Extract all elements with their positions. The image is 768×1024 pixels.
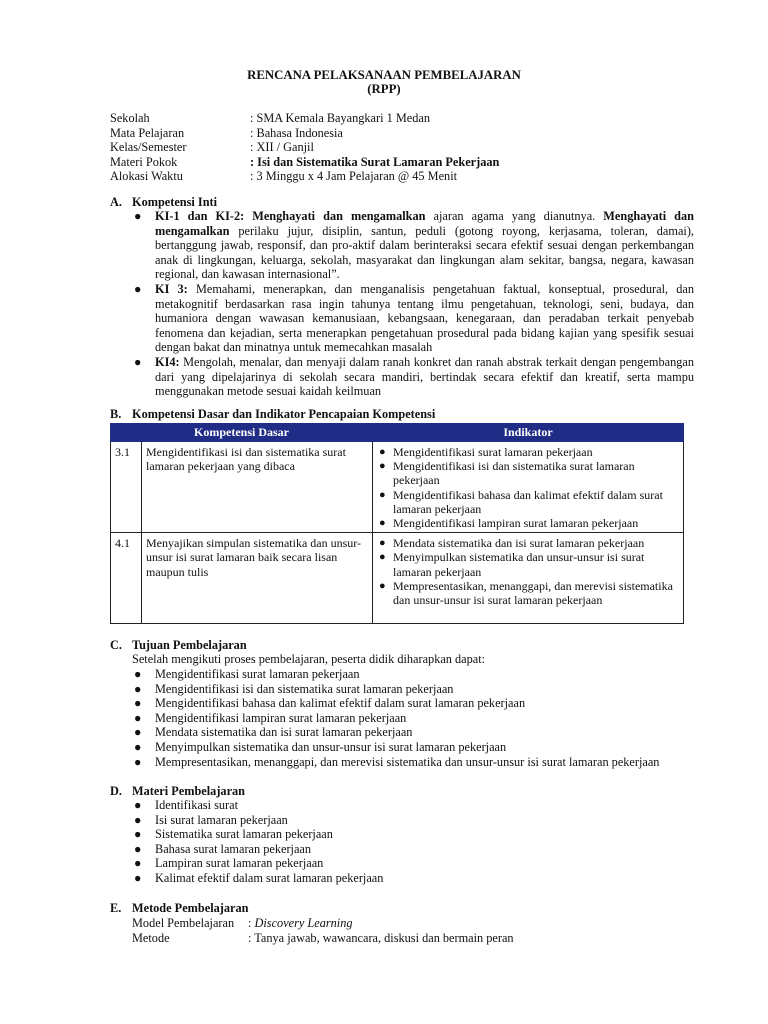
list-item-text: Mengidentifikasi bahasa dan kalimat efektif dalam surat lamaran pekerjaan	[155, 696, 526, 711]
list-item	[132, 682, 659, 697]
bullet-icon: ●	[134, 812, 142, 827]
bullet-icon: ●	[134, 281, 142, 296]
bullet-icon: ●	[134, 209, 142, 223]
list-item-text: Identifikasi surat	[155, 798, 238, 812]
list-item	[132, 740, 659, 755]
kd-number: 4.1	[111, 533, 142, 624]
section-c-heading	[110, 638, 247, 653]
ki-emphasis: Menghayati dan mengamalkan	[155, 209, 695, 238]
section-letter: A.	[110, 195, 122, 209]
bullet-icon: ●	[379, 517, 386, 530]
list-item	[132, 209, 694, 282]
list-item	[377, 550, 679, 578]
bullet-icon: ●	[379, 446, 386, 458]
bullet-icon: ●	[379, 488, 386, 501]
info-value: : SMA Kemala Bayangkari 1 Medan	[250, 111, 430, 125]
bullet-icon: ●	[379, 460, 386, 473]
metode-label: Metode	[132, 930, 170, 945]
info-label: Alokasi Waktu	[110, 169, 183, 184]
list-item	[377, 459, 679, 487]
materi-list	[132, 798, 383, 886]
section-title: Kompetensi Dasar dan Indikator Pencapaian Kompetensi	[132, 407, 436, 421]
info-row-kelas-semester	[110, 140, 499, 155]
ki-text: Memahami, menerapkan, dan menganalisis pengetahuan faktual, konseptual, prosedural, dan metakognitif berdasarkan rasa ingin tahunya tentang ilmu pengetahuan, teknologi, seni, budaya, dan humaniora dengan wawasan kemanusiaan, kebangsaan, kenegaraan, dan peradaban terkait penyebab fenomena dan kejadian, serta menerapkan pengetahuan prosedural pada bidang kajian yang spesifik sesuai dengan bakat dan minatnya untuk memecahkan masalah	[155, 281, 694, 355]
bullet-icon: ●	[134, 354, 142, 369]
bullet-icon: ●	[134, 856, 142, 871]
table-row	[111, 442, 684, 533]
list-item-text: Sistematika surat lamaran pekerjaan	[155, 827, 333, 842]
section-letter: B.	[110, 407, 122, 421]
ki-head: KI 3:	[155, 281, 188, 296]
list-item	[132, 755, 659, 770]
list-item	[132, 711, 659, 726]
indicator-text: Menyimpulkan sistematika dan unsur-unsur isi surat lamaran pekerjaan	[393, 550, 645, 579]
list-item	[377, 516, 679, 530]
ki-text: Mengolah, menalar, dan menyaji dalam ranah konkret dan ranah abstrak terkait dengan pengembangan dari yang dipelajarinya di sekolah secara mandiri, bertindak secara efektif dan kreatif, serta mampu menggunakan metode sesuai kaidah keilmuan	[155, 354, 694, 399]
indicator-text: Mempresentasikan, menanggapi, dan merevisi sistematika dan unsur-unsur isi surat lamaran pekerjaan	[393, 578, 673, 608]
list-item-text: Menyimpulkan sistematika dan unsur-unsur isi surat lamaran pekerjaan	[155, 739, 507, 754]
tujuan-list	[132, 667, 659, 769]
info-label: Kelas/Semester	[110, 140, 187, 155]
ki-text: perilaku jujur, disiplin, santun, peduli (gotong royong, kerjasama, toleran, damai), bertanggung jawab, responsif, dan pro-aktif dalam berinteraksi secara efektif sesuai dengan perkembangan anak di lingkungan, keluarga, sekolah, masyarakat dan lingkungan alam sekitar, bangsa, negara, kawasan regional, dan kawasan internasional”.	[155, 223, 694, 282]
indicator-text: Mengidentifikasi lampiran surat lamaran pekerjaan	[393, 516, 639, 531]
metode-block	[132, 916, 514, 945]
list-item	[132, 871, 383, 886]
section-title: Tujuan Pembelajaran	[132, 638, 247, 652]
bullet-icon: ●	[134, 870, 142, 885]
indicator-cell	[373, 533, 684, 624]
info-value: : 3 Minggu x 4 Jam Pelajaran @ 45 Menit	[250, 169, 458, 184]
list-item	[132, 842, 383, 857]
bullet-icon: ●	[134, 681, 142, 696]
list-item	[132, 856, 383, 871]
ki-head: KI4:	[155, 354, 180, 369]
info-row-mata-pelajaran	[110, 126, 499, 141]
info-row-alokasi-waktu	[110, 169, 499, 184]
list-item	[377, 445, 679, 459]
list-item-text: Bahasa surat lamaran pekerjaan	[155, 841, 312, 856]
bullet-icon: ●	[134, 667, 142, 681]
list-item	[132, 696, 659, 711]
info-label: Sekolah	[110, 111, 150, 125]
section-title: Metode Pembelajaran	[132, 901, 249, 915]
list-item	[132, 667, 659, 682]
info-row-sekolah	[110, 111, 499, 126]
list-item	[377, 536, 679, 550]
ki-emphasis: Menghayati dan mengamalkan	[244, 209, 426, 223]
bullet-icon: ●	[134, 710, 142, 725]
list-item	[132, 813, 383, 828]
indicator-text: Mengidentifikasi isi dan sistematika surat lamaran pekerjaan	[393, 459, 635, 488]
bullet-icon: ●	[134, 696, 142, 711]
bullet-icon: ●	[134, 827, 142, 842]
info-value: : Isi dan Sistematika Surat Lamaran Pekerjaan	[250, 154, 500, 169]
list-item	[132, 355, 694, 399]
model-value: Discovery Learning	[254, 916, 353, 930]
section-letter: E.	[110, 901, 122, 915]
bullet-icon: ●	[379, 579, 386, 592]
metode-value: : Tanya jawab, wawancara, diskusi dan bermain peran	[248, 930, 514, 945]
info-label: Materi Pokok	[110, 154, 178, 169]
bullet-icon: ●	[134, 725, 142, 740]
indicator-text: Mengidentifikasi bahasa dan kalimat efektif dalam surat lamaran pekerjaan	[393, 487, 663, 516]
list-item	[377, 579, 679, 607]
bullet-icon: ●	[134, 754, 142, 769]
bullet-icon: ●	[134, 739, 142, 754]
indicator-text: Mendata sistematika dan isi surat lamaran pekerjaan	[393, 536, 645, 551]
list-item-text: Mempresentasikan, menanggapi, dan merevisi sistematika dan unsur-unsur isi surat lamaran pekerjaan	[155, 754, 660, 769]
ki-head: KI-1 dan KI-2:	[155, 209, 245, 223]
metode-row	[132, 931, 514, 946]
table-header-row	[111, 424, 684, 442]
kd-text: Menyajikan simpulan sistematika dan unsur-unsur isi surat lamaran baik secara lisan maupun tulis	[142, 533, 373, 624]
list-item-text: Mendata sistematika dan isi surat lamaran pekerjaan	[155, 725, 413, 740]
info-label: Mata Pelajaran	[110, 125, 185, 140]
bullet-icon: ●	[134, 798, 142, 812]
list-item-text: Isi surat lamaran pekerjaan	[155, 812, 288, 827]
list-item	[132, 725, 659, 740]
model-label: Model Pembelajaran	[132, 916, 235, 930]
section-a-heading	[110, 195, 217, 210]
section-letter: D.	[110, 784, 122, 798]
bullet-icon: ●	[134, 841, 142, 856]
list-item	[132, 798, 383, 813]
section-d-heading	[110, 784, 245, 799]
list-item-text: Mengidentifikasi isi dan sistematika surat lamaran pekerjaan	[155, 681, 454, 696]
section-b-heading	[110, 407, 435, 422]
list-item-text: Kalimat efektif dalam surat lamaran pekerjaan	[155, 870, 384, 885]
kd-number: 3.1	[111, 442, 142, 533]
list-item-text: Mengidentifikasi surat lamaran pekerjaan	[155, 667, 360, 681]
bullet-icon: ●	[379, 551, 386, 564]
indicator-text: Mengidentifikasi surat lamaran pekerjaan	[393, 445, 593, 459]
kd-text: Mengidentifikasi isi dan sistematika surat lamaran pekerjaan yang dibaca	[142, 442, 373, 533]
document-subtitle: (RPP)	[367, 82, 401, 96]
kompetensi-inti-list	[132, 209, 694, 399]
info-value: : Bahasa Indonesia	[250, 125, 343, 140]
table-row	[111, 533, 684, 624]
indicator-cell	[373, 442, 684, 533]
list-item	[377, 488, 679, 516]
list-item	[132, 827, 383, 842]
document-title: RENCANA PELAKSANAAN PEMBELAJARAN	[247, 68, 521, 82]
bullet-icon: ●	[379, 537, 386, 550]
tujuan-intro: Setelah mengikuti proses pembelajaran, peserta didik diharapkan dapat:	[132, 652, 486, 666]
column-header-kompetensi-dasar: Kompetensi Dasar	[111, 424, 373, 442]
kompetensi-table	[110, 423, 684, 624]
column-header-indikator: Indikator	[373, 424, 684, 442]
info-value: : XII / Ganjil	[250, 140, 314, 155]
section-title: Materi Pembelajaran	[132, 784, 246, 798]
list-item	[132, 282, 694, 355]
ki-text: ajaran agama yang dianutnya.	[425, 209, 604, 223]
list-item-text: Mengidentifikasi lampiran surat lamaran pekerjaan	[155, 710, 407, 725]
list-item-text: Lampiran surat lamaran pekerjaan	[155, 856, 324, 871]
section-letter: C.	[110, 638, 122, 652]
model-row	[132, 916, 514, 931]
info-row-materi-pokok	[110, 155, 499, 170]
identity-info	[110, 111, 499, 184]
section-title: Kompetensi Inti	[132, 195, 218, 209]
colon: :	[248, 916, 255, 930]
section-e-heading	[110, 901, 248, 916]
